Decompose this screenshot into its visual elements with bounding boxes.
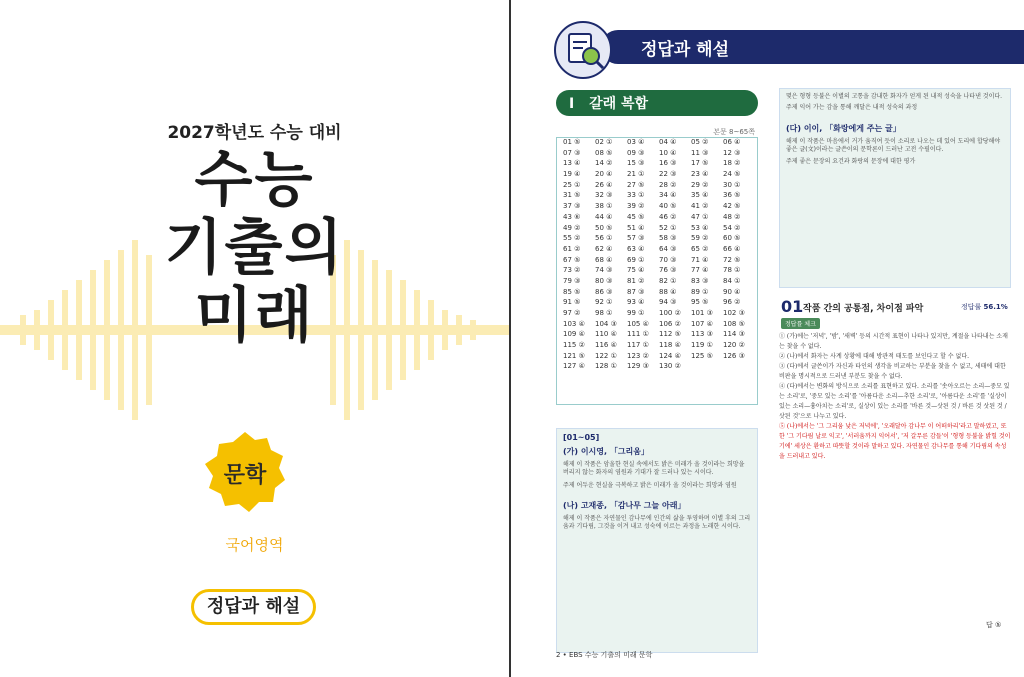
passage-c-theme2: 주제 좋은 문장의 요건과 화랑의 문장에 대한 평가 — [786, 158, 916, 166]
answer-cell: 119 ① — [691, 341, 713, 350]
rate-label: 정답률 — [961, 303, 982, 311]
item-paragraph: ④ (다)에서는 변화의 방식으로 소리를 표현하고 있다. 소리를 '솟아오르는 소리—중모 있는 소리'로, '중모 있는 소리'를 '아름다운 소리—추한 소리'로, '아름다운 소리'를 '실상이 있는 소리—흉아치는 소리'로, 실상이 있는 소리를 '바른 것—삿된 것 / 바른 것 삿된 것 / 삿된 것'으로 나누고 있다. — [779, 383, 1010, 420]
answer-cell: 44 ④ — [595, 212, 613, 221]
answer-cell: 100 ② — [659, 309, 681, 317]
answer-cell: 28 ② — [659, 180, 677, 189]
answer-row — [557, 224, 757, 235]
magnifier-document-icon — [551, 18, 615, 82]
answer-cell: 12 ③ — [723, 148, 741, 157]
cover-title-line-2: 기출의 — [164, 213, 345, 283]
answer-cell: 20 ④ — [595, 170, 613, 179]
answer-cell: 102 ③ — [723, 309, 745, 317]
header-title: 정답과 해설 — [641, 40, 730, 60]
answer-cell: 30 ① — [723, 180, 741, 189]
answer-row — [557, 341, 757, 352]
answer-cell: 95 ⑤ — [691, 298, 709, 307]
answer-cell: 82 ① — [659, 276, 677, 285]
answer-cell: 124 ④ — [659, 351, 681, 360]
answer-cell: 118 ④ — [659, 341, 681, 350]
answer-cell: 68 ④ — [595, 255, 613, 264]
item-number: 01 — [781, 297, 804, 316]
answer-cell: 78 ① — [723, 266, 741, 275]
answer-cell: 29 ② — [691, 180, 709, 189]
answer-cell: 27 ⑤ — [627, 180, 645, 189]
answer-cell: 49 ② — [563, 223, 581, 232]
passage-a-title: (가) 이시영, 「그리움」 — [563, 447, 650, 456]
answer-cell: 06 ④ — [723, 138, 741, 146]
answer-cell: 65 ② — [691, 244, 709, 253]
item-rate — [961, 302, 1008, 312]
answer-cell: 105 ④ — [627, 319, 649, 328]
answer-cell: 54 ② — [723, 223, 741, 232]
answer-cell: 33 ① — [627, 191, 645, 200]
answer-cell: 19 ④ — [563, 170, 581, 179]
answer-cell: 40 ⑤ — [659, 202, 677, 211]
answer-cell: 69 ① — [627, 255, 645, 264]
answer-row — [557, 234, 757, 245]
answer-grid — [556, 137, 758, 405]
rate-value: 56.1% — [983, 303, 1008, 311]
answer-row — [557, 330, 757, 341]
answer-cell: 110 ④ — [595, 330, 617, 339]
answer-cell: 32 ③ — [595, 191, 613, 200]
answer-cell: 66 ④ — [723, 244, 741, 253]
answer-cell: 92 ① — [595, 298, 613, 307]
answer-cell: 51 ④ — [627, 223, 645, 232]
answer-cell: 116 ④ — [595, 341, 617, 350]
answer-cell: 17 ⑤ — [691, 159, 709, 168]
answer-cell: 89 ① — [691, 287, 709, 296]
answer-cell: 93 ④ — [627, 298, 645, 307]
answer-cell: 24 ⑤ — [723, 170, 741, 179]
item-paragraph: ② (나)에서 화자는 사계 상황에 대해 방관적 태도를 보인다고 할 수 없다. — [779, 353, 970, 360]
passage-c-top-text: 몇은 형형 등불은 이별의 고통을 감내한 화자가 얻게 된 내적 성숙을 나타낸 것이다. — [786, 93, 1003, 100]
answer-cell: 07 ③ — [563, 148, 581, 157]
answer-cell: 108 ⑤ — [723, 319, 745, 328]
answer-row — [557, 202, 757, 213]
answer-cell: 09 ③ — [627, 148, 645, 157]
answer-cell: 71 ④ — [691, 255, 709, 264]
answer-cell: 83 ③ — [691, 276, 709, 285]
passage-block-a — [556, 428, 758, 653]
answer-cell: 61 ② — [563, 244, 581, 253]
answer-cell: 43 ⑥ — [563, 212, 581, 221]
item-paragraph: ③ (다)에서 글쓴이가 자신과 타인의 생각을 비교하는 부분을 찾을 수 없고, 세태에 대한 비판을 명시적으로 드러낸 부분도 찾을 수 없다. — [779, 363, 1006, 380]
answer-row — [557, 309, 757, 320]
answer-cell: 91 ⑤ — [563, 298, 581, 307]
answer-cell: 05 ② — [691, 138, 709, 146]
cover-subtitle: 2027학년도 수능 대비 — [167, 123, 342, 143]
answer-cell: 56 ① — [595, 234, 613, 243]
answer-row — [557, 298, 757, 309]
item-body — [779, 332, 1011, 462]
answer-row — [557, 266, 757, 277]
answers-pill: 정답과 해설 — [191, 589, 316, 625]
answer-cell: 104 ③ — [595, 319, 617, 328]
passage-c-text: 해제 이 작품은 마음에서 거가 움직여 듯이 소리로 나오는 데 있어 도리에 합당해야 좋은 글(文)이라는 글쓴이의 문학론이 드러난 고전 수필이다. — [786, 137, 1001, 153]
passage-b-title: (나) 고재종, 「감나무 그늘 아래」 — [563, 500, 686, 510]
answer-cell: 90 ④ — [723, 287, 741, 296]
answer-cell: 117 ① — [627, 341, 649, 350]
answer-cell: 115 ② — [563, 341, 585, 350]
answer-cell: 37 ③ — [563, 202, 581, 211]
answer-cell: 57 ③ — [627, 234, 645, 243]
answer-row — [557, 288, 757, 299]
section-name: 갈래 복합 — [589, 96, 649, 112]
answer-cell: 109 ④ — [563, 330, 585, 339]
answer-cell: 122 ① — [595, 351, 617, 360]
answer-cell: 04 ④ — [659, 138, 677, 146]
answer-cell: 98 ① — [595, 309, 613, 317]
answer-cell: 130 ② — [659, 362, 681, 371]
answer-cell: 88 ④ — [659, 287, 677, 296]
answer-cell: 126 ③ — [723, 351, 745, 360]
answer-cell: 48 ② — [723, 212, 741, 221]
answer-cell: 47 ① — [691, 212, 709, 221]
answer-cell: 26 ④ — [595, 180, 613, 189]
answer-cell: 03 ④ — [627, 138, 645, 146]
answer-cell: 15 ③ — [627, 159, 645, 168]
answer-cell: 63 ④ — [627, 244, 645, 253]
passage-block-c — [779, 88, 1011, 288]
answer-cell: 52 ① — [659, 223, 677, 232]
answer-cell: 112 ⑤ — [659, 330, 681, 339]
area-label: 국어영역 — [225, 536, 284, 554]
passage-c-title: (다) 이이, 「화랑에게 주는 글」 — [786, 123, 901, 133]
answer-cell: 94 ③ — [659, 298, 677, 307]
answer-cell: 42 ⑤ — [723, 202, 741, 211]
answer-cell: 55 ② — [563, 234, 581, 243]
section-numeral: I — [569, 96, 575, 112]
answer-cell: 10 ④ — [659, 148, 677, 157]
item-title: 작품 간의 공통점, 차이점 파악 — [803, 304, 924, 314]
subject-badge-label: 문학 — [223, 463, 267, 488]
answer-cell: 107 ④ — [691, 319, 713, 328]
answer-cell: 60 ⑤ — [723, 234, 741, 243]
answer-row — [557, 159, 757, 170]
answer-cell: 50 ⑤ — [595, 223, 613, 232]
answer-cell: 75 ④ — [627, 266, 645, 275]
answer-cell: 34 ④ — [659, 191, 677, 200]
answer-cell: 59 ② — [691, 234, 709, 243]
passage-range: [01~05] — [563, 433, 600, 442]
passage-a-text: 해제 이 작품은 암울한 현실 속에서도 밝은 미래가 올 것이라는 희망을 버리지 않는 화자의 염원과 기대가 잘 드러나 있는 시이다. — [563, 461, 745, 477]
answer-cell: 08 ⑤ — [595, 148, 613, 157]
section-range: 본문 8~65쪽 — [713, 128, 755, 136]
answer-cell: 11 ③ — [691, 148, 709, 157]
answer-cell: 128 ① — [595, 362, 617, 371]
answer-cell: 121 ⑤ — [563, 351, 585, 360]
answer-cell: 23 ④ — [691, 170, 709, 179]
answer-row — [557, 256, 757, 267]
answer-row — [557, 138, 757, 149]
answer-cell: 64 ③ — [659, 244, 677, 253]
passage-c-theme: 주제 익어 가는 감을 통해 깨달은 내적 성숙의 과정 — [786, 104, 918, 112]
answer-cell: 123 ② — [627, 351, 649, 360]
answer-cell: 99 ① — [627, 309, 645, 317]
cover-title-line-3: 미래 — [194, 281, 315, 351]
answer-row — [557, 362, 757, 373]
answer-cell: 101 ③ — [691, 309, 713, 317]
passage-b-text: 해제 이 작품은 자연물인 감나무에 인간의 삶을 투영하며 이별 후의 그리움과 기다림, 그것을 이겨 내고 성숙에 이르는 과정을 노래한 시이다. — [563, 514, 751, 531]
answer-cell: 87 ③ — [627, 287, 645, 296]
answer-cell: 41 ② — [691, 202, 709, 211]
answer-cell: 02 ① — [595, 138, 613, 146]
answer-cell: 38 ① — [595, 202, 613, 211]
answer-cell: 127 ④ — [563, 362, 585, 371]
rate-check-tag: 정답률 체크 — [781, 318, 820, 329]
answer-cell: 129 ③ — [627, 362, 649, 371]
answer-row — [557, 352, 757, 363]
answer-cell: 31 ⑤ — [563, 191, 581, 200]
answers-page — [511, 0, 1024, 677]
answer-cell: 35 ④ — [691, 191, 709, 200]
answer-cell: 16 ③ — [659, 159, 677, 168]
answer-cell: 45 ⑤ — [627, 212, 645, 221]
item-answer: 답 ⑤ — [986, 621, 1002, 629]
answer-cell: 76 ③ — [659, 266, 677, 275]
answer-cell: 58 ③ — [659, 234, 677, 243]
answer-cell: 70 ③ — [659, 255, 677, 264]
answer-row — [557, 149, 757, 160]
answer-cell: 79 ③ — [563, 276, 581, 285]
cover-page — [0, 0, 509, 677]
answer-row — [557, 320, 757, 331]
answer-cell: 67 ⑤ — [563, 255, 581, 264]
answer-cell: 14 ② — [595, 159, 613, 168]
answer-cell: 39 ② — [627, 202, 645, 211]
answer-cell: 111 ① — [627, 330, 649, 339]
answer-row — [557, 191, 757, 202]
answer-cell: 18 ② — [723, 159, 741, 168]
answer-cell: 62 ④ — [595, 244, 613, 253]
answer-row — [557, 245, 757, 256]
answer-cell: 01 ⑤ — [563, 138, 581, 146]
answer-row — [557, 277, 757, 288]
answer-cell: 97 ② — [563, 309, 581, 317]
answer-cell: 106 ② — [659, 319, 681, 328]
answer-cell: 86 ③ — [595, 287, 613, 296]
answer-cell: 13 ④ — [563, 159, 581, 168]
answer-cell: 22 ③ — [659, 170, 677, 179]
section-title — [569, 93, 648, 113]
answer-cell: 21 ① — [627, 170, 645, 179]
answer-cell: 46 ② — [659, 212, 677, 221]
answer-cell: 113 ③ — [691, 330, 713, 339]
answer-cell: 81 ② — [627, 276, 645, 285]
answer-cell: 77 ④ — [691, 266, 709, 275]
answer-cell: 73 ② — [563, 266, 581, 275]
answer-cell: 120 ② — [723, 341, 745, 350]
cover-title-line-1: 수능 — [194, 145, 315, 215]
answer-row — [557, 181, 757, 192]
item-paragraph: ① (가)에는 '저녁', '밤', '새벽' 등의 시간적 표현이 나타나 있지만, 계절을 나타내는 소재는 찾을 수 없다. — [779, 333, 1008, 350]
passage-a-theme: 주제 어두운 현실을 극복하고 밝은 미래가 올 것이라는 희망과 염원 — [563, 481, 737, 489]
answer-row — [557, 213, 757, 224]
answer-cell: 85 ⑤ — [563, 287, 581, 296]
item-paragraph: ⑤ (나)에서는 '그 그리움 낯은 저녁에', '오래달아 감나무 이 어떠하리'라고 말하였고, 또한 '그 기다림 날로 익고', '서러움까지 익어서', '저 갈무른 감들'이 '형형 등불을 밝힐 것이기에' 세상은 환하고 따뜻할 것이라 말하고 있다. 자연물인 감나무를 통해 기다림의 속성을 드러내고 있다. — [779, 423, 1011, 460]
answer-cell: 74 ③ — [595, 266, 613, 275]
answer-cell: 53 ④ — [691, 223, 709, 232]
answer-cell: 80 ③ — [595, 276, 613, 285]
answer-cell: 36 ⑤ — [723, 191, 741, 200]
answer-cell: 103 ④ — [563, 319, 585, 328]
answer-cell: 72 ⑤ — [723, 255, 741, 264]
answer-cell: 25 ① — [563, 180, 581, 189]
answer-row — [557, 170, 757, 181]
answer-cell: 84 ① — [723, 276, 741, 285]
answer-cell: 114 ③ — [723, 330, 745, 339]
answer-cell: 96 ② — [723, 298, 741, 307]
page-footer: 2 • EBS 수능 기출의 미래 문학 — [556, 651, 653, 659]
answer-cell: 125 ⑤ — [691, 351, 713, 360]
